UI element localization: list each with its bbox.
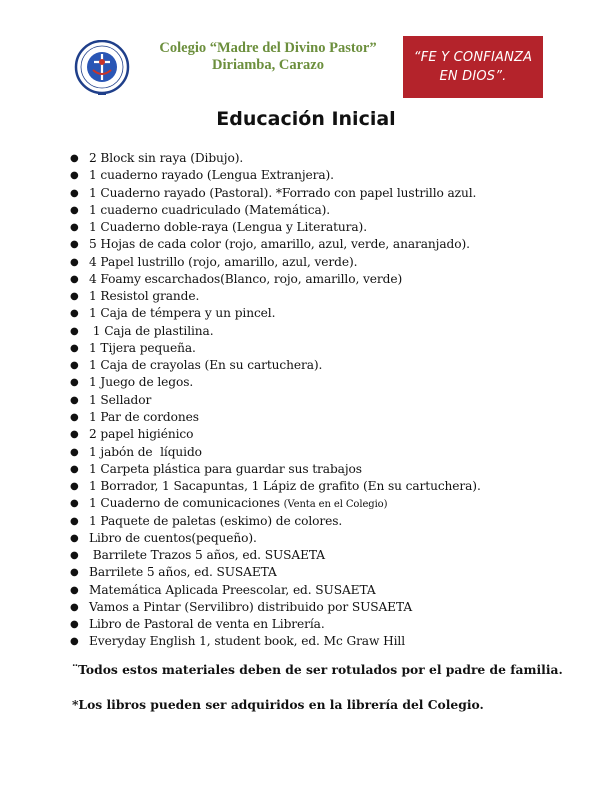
list-item: ● 1 Juego de legos. bbox=[70, 374, 481, 391]
bullet-icon: ● bbox=[70, 446, 79, 458]
list-item: ● Libro de Pastoral de venta en Librería. bbox=[70, 616, 481, 633]
list-item: ● 1 Tijera pequeña. bbox=[70, 340, 481, 357]
list-item: ● 1 Carpeta plástica para guardar sus trabajos bbox=[70, 461, 481, 478]
bullet-icon: ● bbox=[70, 532, 79, 544]
bullet-icon: ● bbox=[70, 377, 79, 389]
bullet-icon: ● bbox=[70, 394, 79, 406]
materials-list bbox=[70, 150, 481, 651]
bullet-icon: ● bbox=[70, 463, 79, 475]
bullet-icon: ● bbox=[70, 515, 79, 527]
books-note: *Los libros pueden ser adquiridos en la librería del Colegio. bbox=[72, 697, 484, 712]
school-header bbox=[150, 40, 386, 74]
list-item: ● Matemática Aplicada Preescolar, ed. SUSAETA bbox=[70, 582, 481, 599]
list-item: ● 1 Sellador bbox=[70, 392, 481, 409]
bullet-icon: ● bbox=[70, 239, 79, 251]
bullet-icon: ● bbox=[70, 481, 79, 493]
bullet-icon: ● bbox=[70, 273, 79, 285]
bullet-icon: ● bbox=[70, 342, 79, 354]
school-location: Diriamba, Carazo bbox=[212, 57, 324, 73]
labeling-note: ¨Todos estos materiales deben de ser rotulados por el padre de familia. bbox=[72, 662, 563, 677]
list-item: ● 1 cuaderno cuadriculado (Matemática). bbox=[70, 202, 481, 219]
bullet-icon: ● bbox=[70, 636, 79, 648]
bullet-icon: ● bbox=[70, 291, 79, 303]
bullet-icon: ● bbox=[70, 498, 79, 510]
bullet-icon: ● bbox=[70, 567, 79, 579]
bullet-icon: ● bbox=[70, 256, 79, 268]
list-item: ● Libro de cuentos(pequeño). bbox=[70, 530, 481, 547]
bullet-icon: ● bbox=[70, 325, 79, 337]
bullet-icon: ● bbox=[70, 601, 79, 613]
list-item: ● 1 jabón de líquido bbox=[70, 444, 481, 461]
list-item: ● 1 Borrador, 1 Sacapuntas, 1 Lápiz de grafito (En su cartuchera). bbox=[70, 478, 481, 495]
bullet-icon: ● bbox=[70, 187, 79, 199]
bullet-icon: ● bbox=[70, 360, 79, 372]
school-seal-logo bbox=[72, 40, 132, 96]
list-item: ● 1 Caja de plastilina. bbox=[70, 323, 481, 340]
school-name: Colegio “Madre del Divino Pastor” bbox=[159, 40, 377, 56]
item-note: (Venta en el Colegio) bbox=[283, 499, 388, 511]
bullet-icon: ● bbox=[70, 170, 79, 182]
list-item: ● 4 Foamy escarchados(Blanco, rojo, amarillo, verde) bbox=[70, 271, 481, 288]
list-item: ● 1 Cuaderno doble-raya (Lengua y Literatura). bbox=[70, 219, 481, 236]
motto-banner bbox=[403, 36, 543, 98]
bullet-icon: ● bbox=[70, 411, 79, 423]
list-item: ● Everyday English 1, student book, ed. Mc Graw Hill bbox=[70, 633, 481, 650]
bullet-icon: ● bbox=[70, 619, 79, 631]
list-item: ● 1 Par de cordones bbox=[70, 409, 481, 426]
list-item: ● 1 cuaderno rayado (Lengua Extranjera). bbox=[70, 167, 481, 184]
motto-text: “FE Y CONFIANZA EN DIOS”. bbox=[413, 50, 533, 84]
list-item: ● 1 Caja de crayolas (En su cartuchera). bbox=[70, 357, 481, 374]
list-item: ● Barrilete 5 años, ed. SUSAETA bbox=[70, 564, 481, 581]
list-item: ● 1 Resistol grande. bbox=[70, 288, 481, 305]
bullet-icon: ● bbox=[70, 550, 79, 562]
list-item: ● 1 Cuaderno rayado (Pastoral). *Forrado con papel lustrillo azul. bbox=[70, 185, 481, 202]
list-item: ● 1 Paquete de paletas (eskimo) de colores. bbox=[70, 513, 481, 530]
list-item: ● Vamos a Pintar (Servilibro) distribuido por SUSAETA bbox=[70, 599, 481, 616]
list-item: ● 2 papel higiénico bbox=[70, 426, 481, 443]
list-item: ● 1 Caja de témpera y un pincel. bbox=[70, 305, 481, 322]
bullet-icon: ● bbox=[70, 584, 79, 596]
bullet-icon: ● bbox=[70, 429, 79, 441]
bullet-icon: ● bbox=[70, 153, 79, 164]
page-title: Educación Inicial bbox=[216, 108, 396, 130]
list-item: ● 4 Papel lustrillo (rojo, amarillo, azul, verde). bbox=[70, 254, 481, 271]
bullet-icon: ● bbox=[70, 308, 79, 320]
list-item: ● 5 Hojas de cada color (rojo, amarillo, azul, verde, anaranjado). bbox=[70, 236, 481, 253]
list-item: ● Barrilete Trazos 5 años, ed. SUSAETA bbox=[70, 547, 481, 564]
bullet-icon: ● bbox=[70, 204, 79, 216]
list-item: ● 2 Block sin raya (Dibujo). bbox=[70, 150, 481, 167]
list-item: ● 1 Cuaderno de comunicaciones (Venta en el Colegio) bbox=[70, 495, 481, 512]
bullet-icon: ● bbox=[70, 222, 79, 234]
